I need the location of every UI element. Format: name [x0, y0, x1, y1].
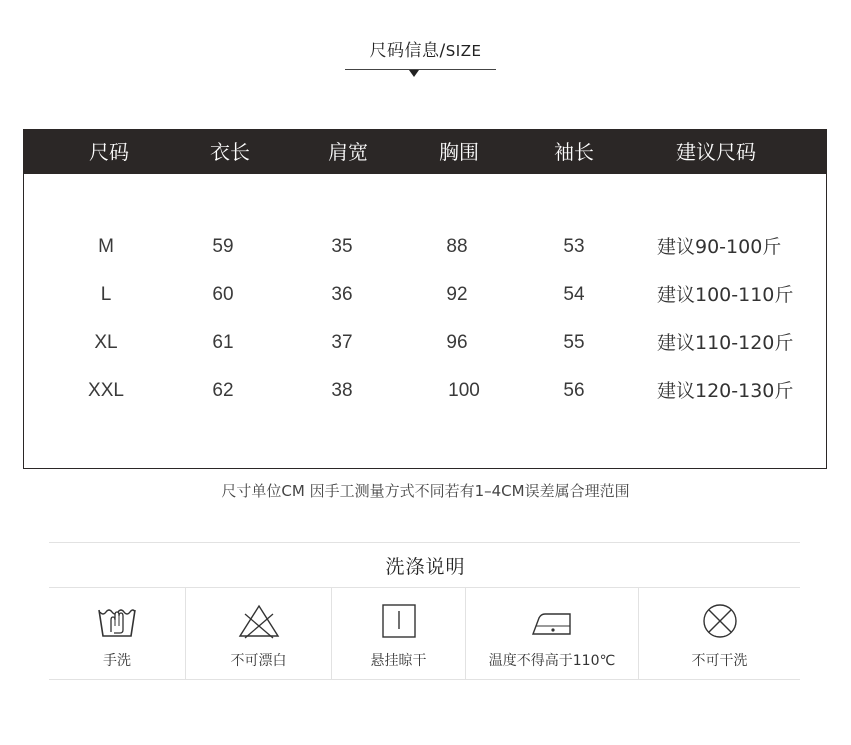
cell-length: 60	[212, 284, 234, 305]
header-recommend: 建议尺码	[676, 140, 756, 164]
header-length: 衣长	[210, 140, 250, 164]
table-header	[24, 130, 826, 174]
care-item	[186, 588, 331, 679]
cell-shoulder: 37	[331, 332, 353, 353]
header-sleeve: 袖长	[554, 140, 594, 164]
cell-size: XL	[94, 332, 118, 353]
care-label: 手洗	[103, 653, 131, 669]
cell-size: L	[100, 284, 112, 305]
size-table	[23, 129, 827, 469]
cell-size: XXL	[88, 380, 124, 401]
hang-dry-icon	[377, 602, 421, 640]
title-underline	[345, 69, 496, 70]
cell-length: 62	[212, 380, 234, 401]
title-arrow-icon	[409, 70, 419, 77]
cell-size: M	[98, 236, 114, 257]
care-label: 不可干洗	[691, 653, 748, 669]
cell-length: 59	[212, 236, 234, 257]
hand-wash-icon	[95, 602, 139, 640]
care-label: 不可漂白	[230, 653, 287, 669]
cell-sleeve: 53	[563, 236, 585, 257]
cell-shoulder: 36	[331, 284, 353, 305]
care-item	[466, 588, 638, 679]
care-label: 温度不得高于110℃	[488, 653, 616, 669]
care-bottom-divider	[49, 679, 800, 680]
no-dry-clean-icon	[698, 602, 742, 640]
care-item	[49, 588, 185, 679]
header-chest: 胸围	[439, 140, 479, 164]
care-item	[639, 588, 800, 679]
cell-sleeve: 56	[563, 380, 585, 401]
cell-sleeve: 54	[563, 284, 585, 305]
cell-length: 61	[212, 332, 234, 353]
title-size-word: SIZE	[445, 42, 482, 60]
cell-recommend: 建议90-100斤	[657, 236, 782, 258]
cell-shoulder: 35	[331, 236, 353, 257]
cell-shoulder: 38	[331, 380, 353, 401]
care-label: 悬挂晾干	[370, 653, 427, 669]
cell-recommend: 建议110-120斤	[657, 332, 794, 354]
cell-chest: 92	[446, 284, 468, 305]
cell-chest: 96	[446, 332, 468, 353]
header-shoulder: 肩宽	[328, 140, 368, 164]
cell-recommend: 建议100-110斤	[657, 284, 794, 306]
title-text: 尺码信息/	[369, 41, 446, 61]
measurement-note: 尺寸单位CM 因手工测量方式不同若有1–4CM误差属合理范围	[221, 482, 630, 500]
care-top-divider	[49, 542, 800, 543]
cell-sleeve: 55	[563, 332, 585, 353]
cell-chest: 100	[448, 380, 480, 401]
page-title	[0, 36, 851, 61]
no-bleach-icon	[237, 602, 281, 640]
cell-chest: 88	[446, 236, 468, 257]
care-title: 洗涤说明	[385, 556, 466, 578]
iron-low-temp-icon	[530, 602, 574, 640]
header-size: 尺码	[89, 140, 129, 164]
cell-recommend: 建议120-130斤	[657, 380, 794, 402]
care-item	[332, 588, 465, 679]
